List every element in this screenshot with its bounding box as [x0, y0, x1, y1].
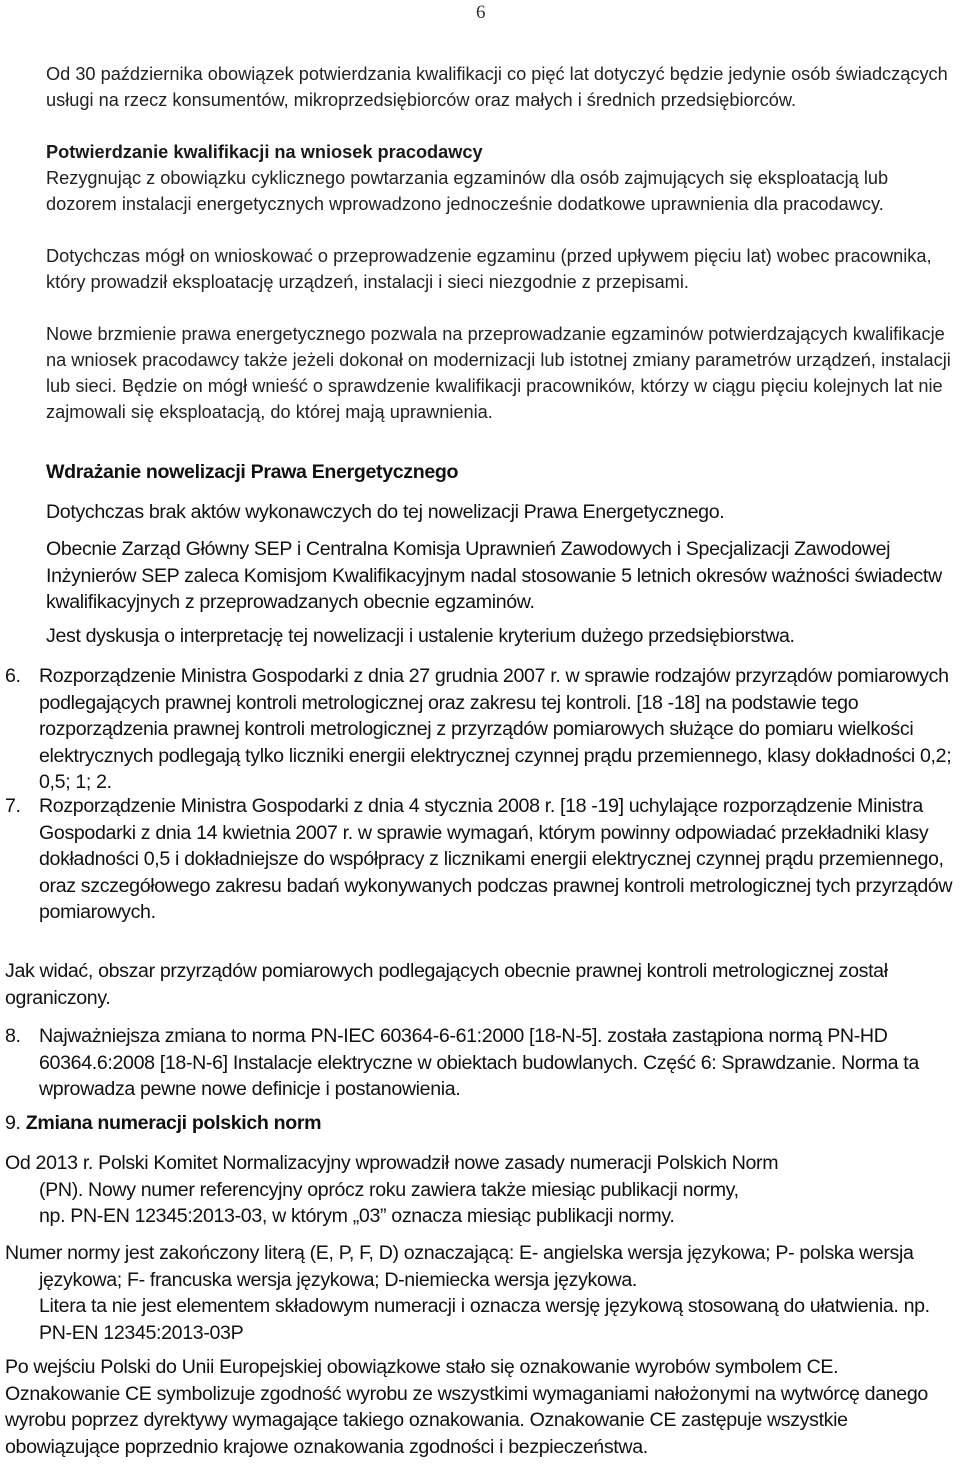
text-line: np. PN-EN 12345:2013-03, w którym „03” oznacza miesiąc publikacji normy.: [39, 1205, 675, 1227]
paragraph: Jest dyskusja o interpretację tej nowelizacji i ustalenie kryterium dużego przedsiębiorstwa.: [46, 625, 795, 647]
list-item: [5, 1023, 960, 1103]
item-heading: Zmiana numeracji polskich norm: [25, 1112, 322, 1134]
paragraph: Rezygnując z obowiązku cyklicznego powtarzania egzaminów dla osób zajmujących się eksploatacją lub dozorem instalacji energetycznych wprowadzono jednocześnie dodatkowe uprawnienia dla pracodawcy.: [46, 168, 889, 214]
item-number: 8.: [5, 1025, 21, 1047]
paragraph: Dotychczas brak aktów wykonawczych do tej nowelizacji Prawa Energetycznego.: [46, 501, 725, 523]
text-line: (PN). Nowy numer referencyjny oprócz roku zawiera także miesiąc publikacji normy,: [39, 1178, 739, 1201]
paragraph: Po wejściu Polski do Unii Europejskiej obowiązkowe stało się oznakowanie wyrobów symbolem CE. Oznakowanie CE symbolizuje zgodność wyrobu ze wszystkimi wymaganiami nałożonymi na wytwórcę danego wyrobu poprzez dyrektywy wymagające takiego oznakowania. Oznakowanie CE zastępuje wszystkie obowiązujące poprzednio krajowe oznakowania zgodności i bezpieczeństwa.: [5, 1356, 928, 1458]
item-number: 6.: [5, 665, 21, 687]
text-block: Numer normy jest zakończony literą (E, P, F, D) oznaczającą: E- angielska wersja językowa; P- polska wersja językowa; F- francuska wersja językowa; D-niemiecka wersja językowa.: [5, 1242, 914, 1291]
item-number: 9.: [5, 1112, 21, 1134]
item-text: Rozporządzenie Ministra Gospodarki z dnia 27 grudnia 2007 r. w sprawie rodzajów przyrządów pomiarowych podlegających prawnej kontroli metrologicznej oraz zakresu tej kontroli. [18 -18] na podstawie tego rozporządzenia prawnej kontroli metrologicznej z przyrządów pomiarowych służące do pomiaru wielkości elektrycznych podlegają tylko liczniki energii elektrycznej czynnej prądu przemiennego, klasy dokładności 0,2; 0,5; 1; 2.: [39, 665, 952, 793]
text-block: Litera ta nie jest elementem składowym numeracji i oznacza wersję językową stosowaną do ułatwienia. np. PN-EN 12345:2013-03P: [39, 1295, 930, 1344]
paragraph: Obecnie Zarząd Główny SEP i Centralna Komisja Uprawnień Zawodowych i Specjalizacji Zawodowej Inżynierów SEP zaleca Komisjom Kwalifikacyjnym nadal stosowanie 5 letnich okresów ważności świadectw kwalifikacyjnych z przeprowadzanych obecnie egzaminów.: [46, 538, 942, 613]
text-line: Od 2013 r. Polski Komitet Normalizacyjny wprowadził nowe zasady numeracji Polskich Norm: [5, 1152, 779, 1174]
page-number: 6: [476, 2, 486, 23]
item-number: 7.: [5, 795, 21, 817]
paragraph: Nowe brzmienie prawa energetycznego pozwala na przeprowadzanie egzaminów potwierdzających kwalifikacje na wniosek pracodawcy także jeżeli dokonał on modernizacji lub istotnej zmiany parametrów urządzeń, instalacji lub sieci. Będzie on mógł wnieść o sprawdzenie kwalifikacji pracowników, którzy w ciągu pięciu kolejnych lat nie zajmowali się eksploatacją, do której mają uprawnienia.: [46, 324, 951, 422]
intro-paragraph: Od 30 października obowiązek potwierdzania kwalifikacji co pięć lat dotyczyć będzie jedynie osób świadczących usługi na rzecz konsumentów, mikroprzedsiębiorców oraz małych i średnich przedsiębiorców.: [46, 64, 948, 110]
section-heading: [46, 139, 956, 165]
paragraph: Dotychczas mógł on wnioskować o przeprowadzenie egzaminu (przed upływem pięciu lat) wobec pracownika, który prowadził eksploatację urządzeń, instalacji i sieci niezgodnie z przepisami.: [46, 246, 932, 292]
item-text: Rozporządzenie Ministra Gospodarki z dnia 4 stycznia 2008 r. [18 -19] uchylające rozporządzenie Ministra Gospodarki z dnia 14 kwietnia 2007 r. w sprawie wymagań, którym powinny odpowiadać przekładniki klasy dokładności 0,5 i dokładniejsze do współpracy z licznikami energii elektrycznej czynnej prądu przemiennego, oraz szczegółowego zakresu badań wykonywanych podczas prawnej kontroli metrologicznej tych przyrządów pomiarowych.: [39, 795, 953, 923]
list-item: [5, 663, 960, 796]
paragraph: [5, 1150, 951, 1230]
section-heading: [46, 459, 956, 486]
paragraph: [5, 1240, 951, 1346]
list-item: [5, 793, 960, 926]
paragraph: Jak widać, obszar przyrządów pomiarowych podlegających obecnie prawnej kontroli metrologicznej został ograniczony.: [5, 960, 888, 1009]
heading-text: Wdrażanie nowelizacji Prawa Energetycznego: [46, 461, 459, 483]
list-item: [5, 1110, 951, 1137]
item-text: Najważniejsza zmiana to norma PN-IEC 60364-6-61:2000 [18-N-5]. została zastąpiona normą PN-HD 60364.6:2008 [18-N-6] Instalacje elektryczne w obiektach budowlanych. Część 6: Sprawdzanie. Norma ta wprowadza pewne nowe definicje i postanowienia.: [39, 1025, 919, 1100]
heading-text: Potwierdzanie kwalifikacji na wniosek pracodawcy: [46, 142, 483, 162]
